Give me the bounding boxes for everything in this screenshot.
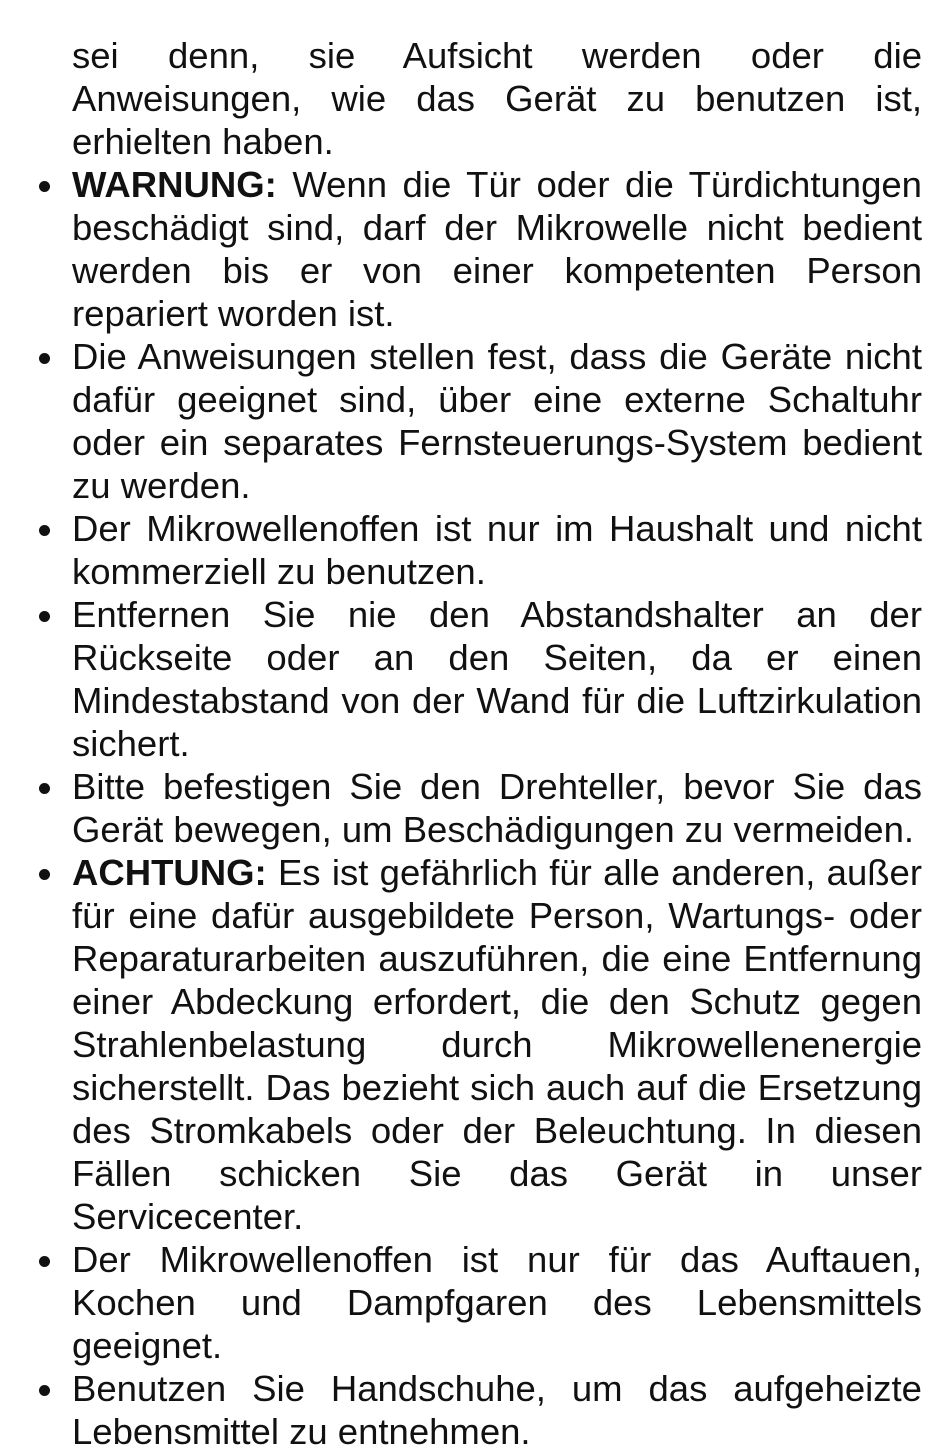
bullet-icon — [39, 869, 50, 880]
warning-label: WARNUNG: — [72, 164, 277, 205]
list-item-gloves — [72, 1367, 922, 1453]
bullet-icon — [39, 783, 50, 794]
list-item-text: Es ist gefährlich für alle anderen, außer für eine dafür ausgebildete Person, Wartungs- oder Reparaturarbeiten auszuführen, die eine Entfernung einer Abdeckung erfordert, die den Schutz gegen Strahlenbelastung durch Mikrowellenenergie sicherstellt. Das bezieht sich auch auf die Ersetzung des Stromkabels oder der Beleuchtung. In diesen Fällen schicken Sie das Gerät in unser Servicecenter. — [72, 852, 922, 1237]
list-item-text: Entfernen Sie nie den Abstandshalter an der Rückseite oder an den Seiten, da er einen Mindestabstand von der Wand für die Luftzirkulation sichert. — [72, 594, 922, 764]
list-item-text: Bitte befestigen Sie den Drehteller, bevor Sie das Gerät bewegen, um Beschädigungen zu vermeiden. — [72, 766, 922, 850]
document-page — [0, 34, 950, 1453]
list-item-text: Der Mikrowellenoffen ist nur für das Auftauen, Kochen und Dampfgaren des Lebensmittels geeignet. — [72, 1239, 922, 1366]
caution-label: ACHTUNG: — [72, 852, 267, 893]
safety-instructions — [72, 34, 922, 1453]
list-item-household-use — [72, 507, 922, 593]
list-item-text: Wenn die Tür oder die Türdichtungen beschädigt sind, darf der Mikrowelle nicht bedient werden bis er von einer kompetenten Person repariert worden ist. — [72, 164, 922, 334]
bullet-icon — [39, 611, 50, 622]
list-item-external-timer — [72, 335, 922, 507]
continuation-paragraph — [72, 34, 922, 163]
bullet-icon — [39, 353, 50, 364]
bullet-icon — [39, 1256, 50, 1267]
list-item-warnung — [72, 163, 922, 335]
bullet-icon — [39, 525, 50, 536]
list-item-intended-use — [72, 1238, 922, 1367]
list-item-achtung — [72, 851, 922, 1238]
bullet-icon — [39, 181, 50, 192]
list-item-text: Die Anweisungen stellen fest, dass die Geräte nicht dafür geeignet sind, über eine externe Schaltuhr oder ein separates Fernsteuerungs-System bedient zu werden. — [72, 336, 922, 506]
list-item-spacer — [72, 593, 922, 765]
list-item-text: Benutzen Sie Handschuhe, um das aufgeheizte Lebensmittel zu entnehmen. — [72, 1368, 922, 1452]
list-item-text: Der Mikrowellenoffen ist nur im Haushalt und nicht kommerziell zu benutzen. — [72, 508, 922, 592]
continuation-text: sei denn, sie Aufsicht werden oder die Anweisungen, wie das Gerät zu benutzen ist, erhielten haben. — [72, 35, 922, 162]
bullet-icon — [39, 1385, 50, 1396]
list-item-turntable — [72, 765, 922, 851]
